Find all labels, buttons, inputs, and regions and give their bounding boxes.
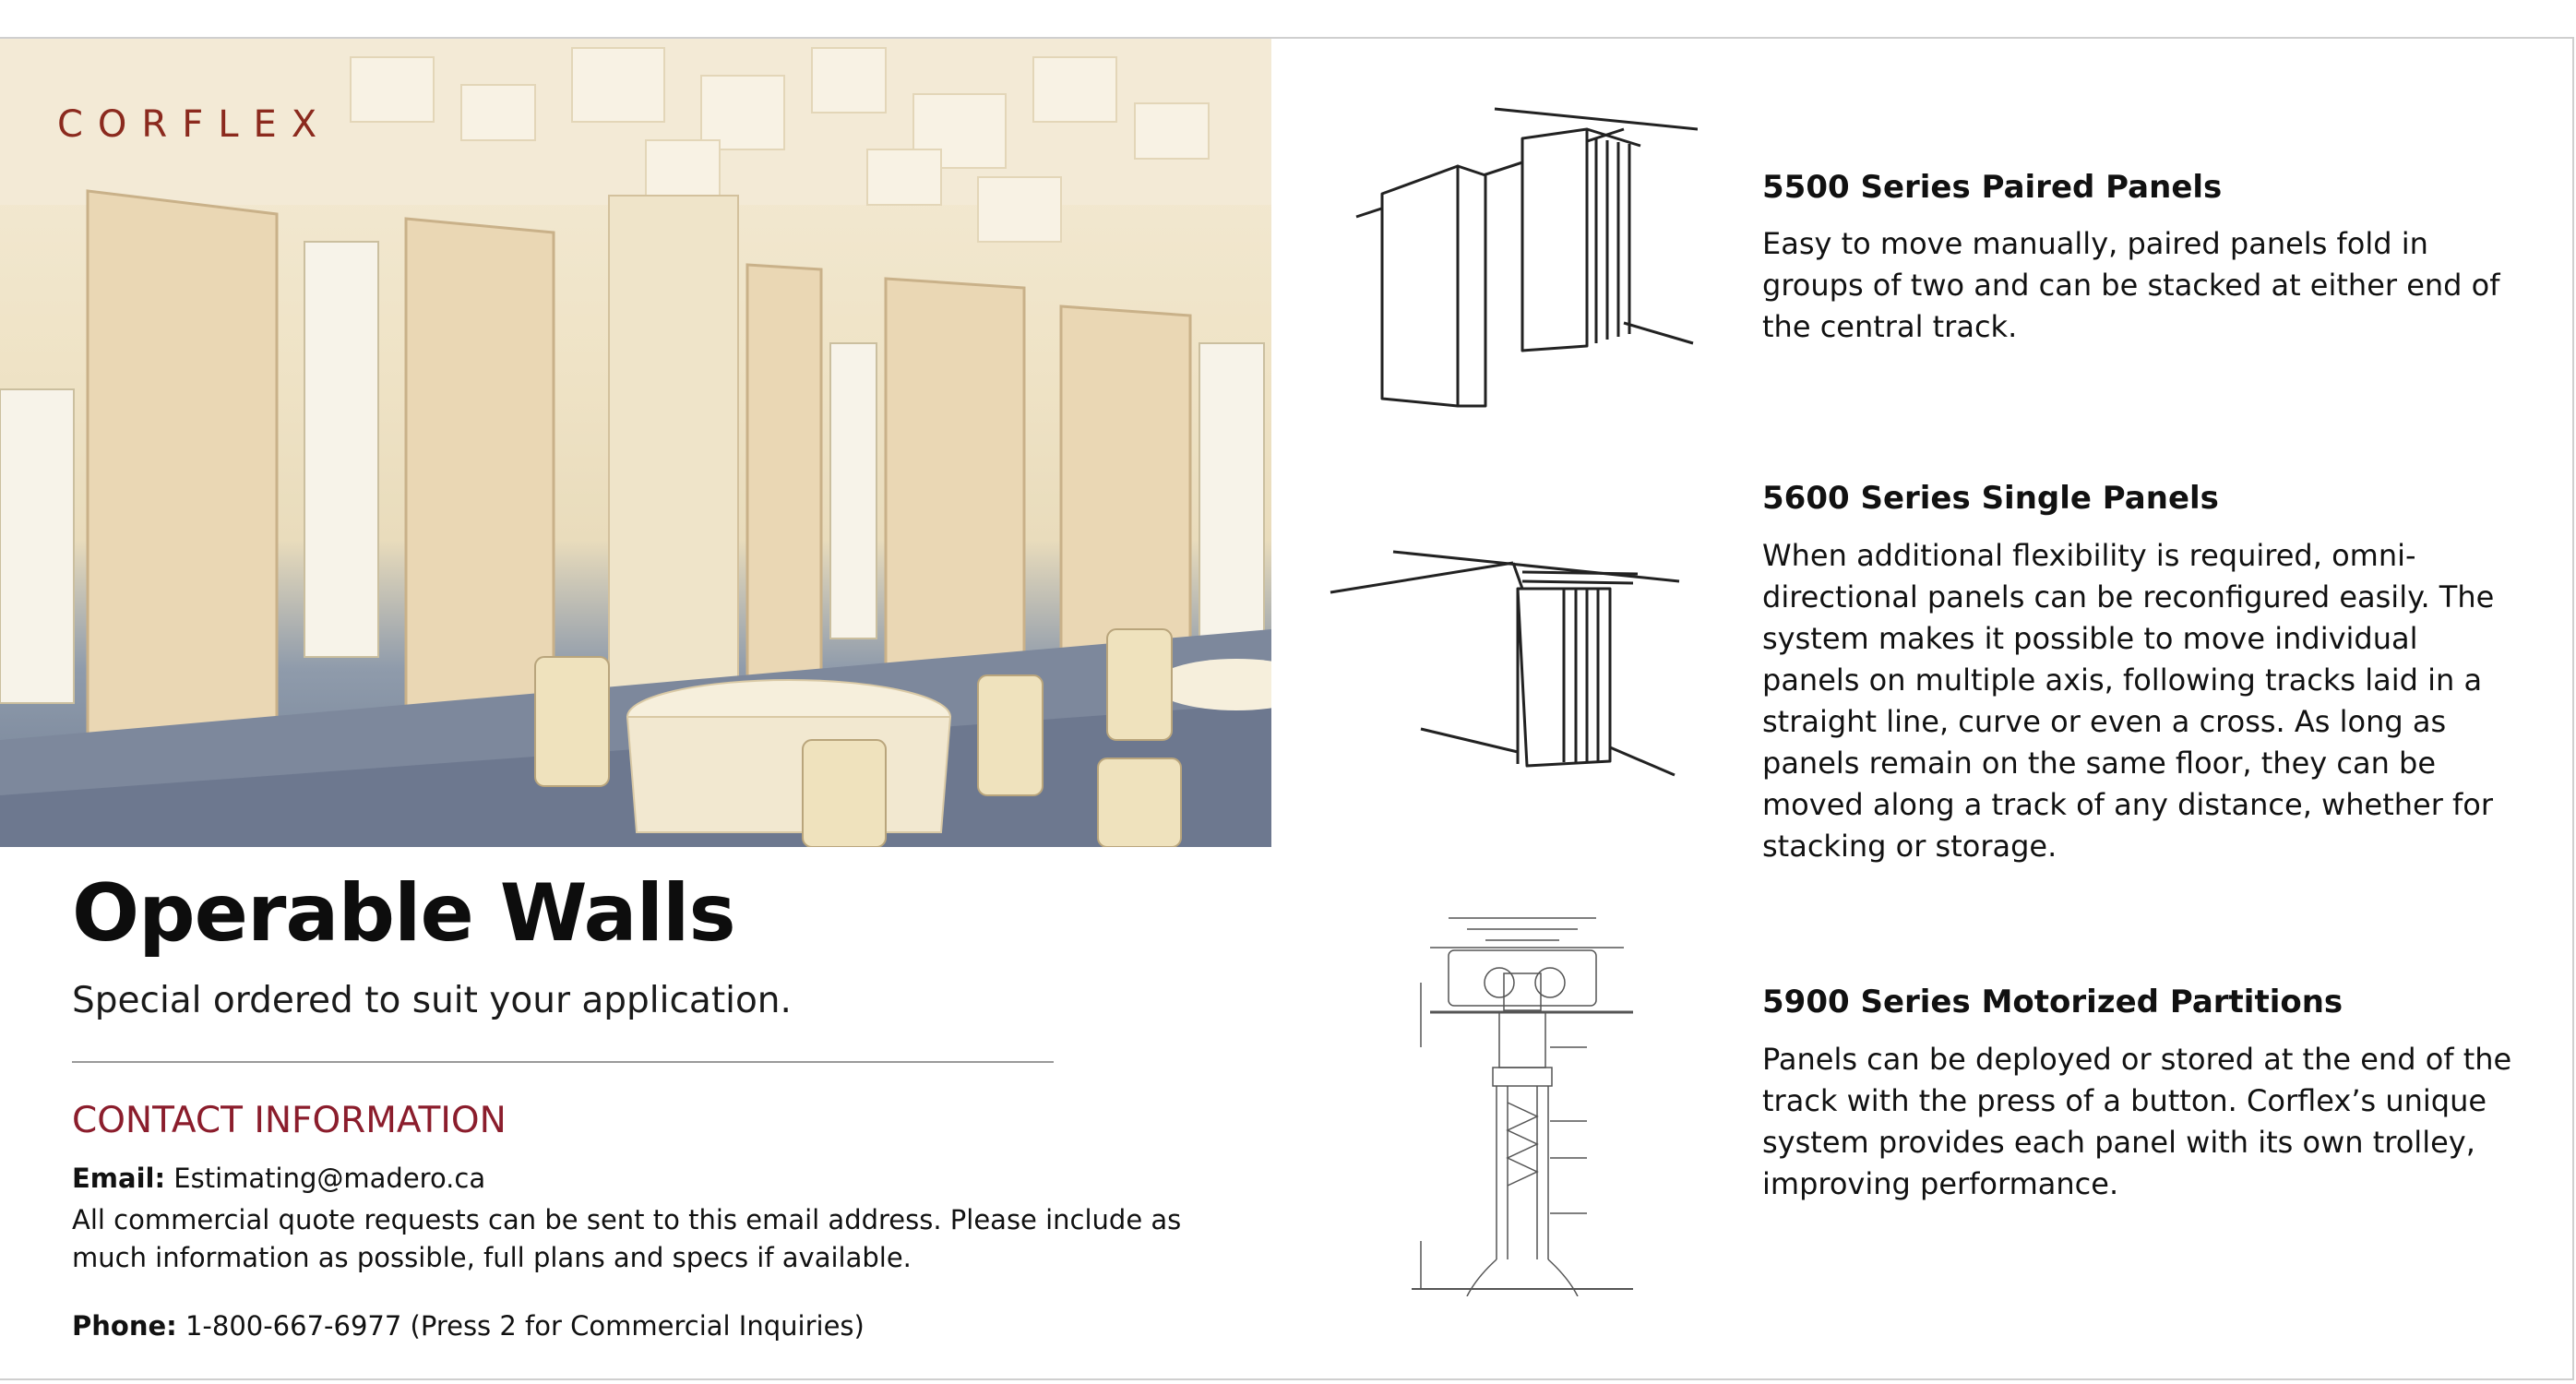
- series-5600-title: 5600 Series Single Panels: [1762, 480, 2219, 517]
- series-5600-description: When additional flexibility is required, omni-directional panels can be reconfigured easily. The system makes it possible to move individual panels on multiple axis, following tracks laid in a straight line, curve or even a cross. As long as panels remain on the same floor, they can be moved along a track of any distance, whether for stacking or storage.: [1762, 538, 2495, 864]
- series-5500-description: Easy to move manually, paired panels fold in groups of two and can be stacked at either end of the central track.: [1762, 226, 2500, 344]
- email-link[interactable]: Estimating@madero.ca: [173, 1163, 486, 1194]
- page-subtitle: Special ordered to suit your application.: [72, 980, 792, 1021]
- email-line: [72, 1163, 485, 1194]
- ballroom-photo: [0, 39, 1271, 847]
- paired-panels-diagram: [1347, 101, 1698, 415]
- phone-line: [72, 1310, 865, 1342]
- phone-label: Phone:: [72, 1310, 177, 1342]
- page-title: Operable Walls: [72, 867, 735, 960]
- corflex-logo: CORFLEX: [57, 103, 332, 146]
- series-5500-title: 5500 Series Paired Panels: [1762, 169, 2223, 206]
- email-note: All commercial quote requests can be sent to this email address. Please include as much information as possible, full plans and specs if available.: [72, 1204, 1182, 1273]
- single-panels-diagram: [1329, 544, 1698, 793]
- motorized-partition-section-diagram: [1412, 909, 1670, 1296]
- phone-number[interactable]: 1-800-667-6977 (Press 2 for Commercial Inquiries): [185, 1310, 865, 1342]
- email-label: Email:: [72, 1163, 166, 1194]
- divider: [72, 1061, 1054, 1063]
- series-5900-description: Panels can be deployed or stored at the end of the track with the press of a button. Corflex’s unique system provides each panel with its own trolley, improving performance.: [1762, 1042, 2512, 1201]
- contact-heading: CONTACT INFORMATION: [72, 1100, 507, 1141]
- series-5900-title: 5900 Series Motorized Partitions: [1762, 984, 2343, 1020]
